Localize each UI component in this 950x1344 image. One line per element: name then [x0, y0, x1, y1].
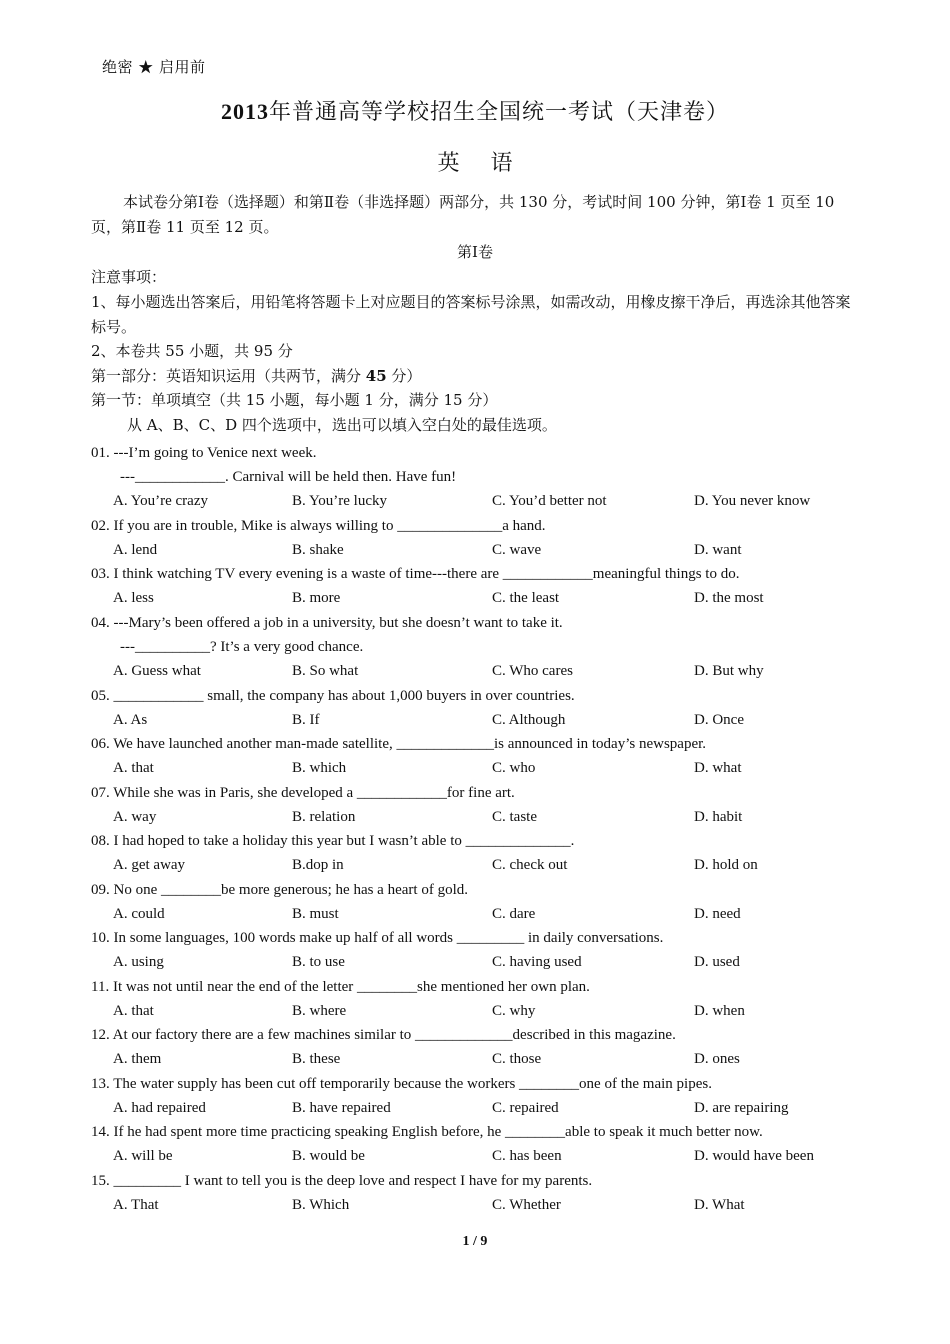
- subject-title: 英 语: [437, 151, 525, 176]
- option-c: C. check out: [492, 857, 568, 873]
- question-stem: 09. No one ________be more generous; he has a heart of gold.: [91, 882, 468, 898]
- question-options: [0, 854, 950, 876]
- question-stem: 06. We have launched another man-made satellite, _____________is announced in today’s newspaper.: [91, 736, 707, 752]
- question-options: [0, 1097, 950, 1119]
- option-a: A. lend: [113, 542, 158, 558]
- option-b: B. more: [292, 590, 341, 606]
- section-instruction: 从 A、B、C、D 四个选项中，选出可以填入空白处的最佳选项。: [127, 416, 557, 434]
- option-c: C. wave: [492, 542, 542, 558]
- question-stem-reply: ---____________. Carnival will be held then. Have fun!: [120, 469, 457, 485]
- option-c: C. having used: [492, 954, 582, 970]
- part1-heading: [91, 365, 421, 387]
- question-options: [0, 951, 950, 973]
- question-stem: 04. ---Mary’s been offered a job in a university, but she doesn’t want to take it.: [91, 615, 563, 631]
- option-c: C. has been: [492, 1148, 562, 1164]
- option-d: D. are repairing: [694, 1100, 789, 1116]
- question-options: [0, 1194, 950, 1216]
- part1-suffix: 分）: [386, 367, 422, 385]
- exam-title-text: 年普通高等学校招生全国统一考试（天津卷）: [268, 100, 729, 125]
- option-c: C. Whether: [492, 1197, 561, 1213]
- option-c: C. You’d better not: [492, 493, 607, 509]
- option-a: A. That: [113, 1197, 159, 1213]
- option-b: B. shake: [292, 542, 344, 558]
- question-options: [0, 660, 950, 682]
- option-d: D. the most: [694, 590, 764, 606]
- option-d: D. habit: [694, 809, 743, 825]
- option-d: D. Once: [694, 712, 744, 728]
- option-c: C. why: [492, 1003, 536, 1019]
- question-options: [0, 1145, 950, 1167]
- option-a: A. You’re crazy: [113, 493, 208, 509]
- notes-heading: 注意事项：: [91, 268, 167, 286]
- question-stem: 02. If you are in trouble, Mike is always willing to ______________a hand.: [91, 518, 546, 534]
- option-a: A. less: [113, 590, 154, 606]
- option-d: D. when: [694, 1003, 745, 1019]
- option-b: B. which: [292, 760, 347, 776]
- part1-prefix: 第一部分：英语知识运用（共两节，满分: [91, 367, 366, 385]
- option-b: B.dop in: [292, 857, 344, 873]
- question-options: [0, 490, 950, 512]
- option-a: A. way: [113, 809, 157, 825]
- option-c: C. Although: [492, 712, 566, 728]
- part-label: 第Ⅰ卷: [457, 243, 493, 261]
- question-options: [0, 587, 950, 609]
- option-b: B. where: [292, 1003, 347, 1019]
- question-stem: 01. ---I’m going to Venice next week.: [91, 445, 317, 461]
- notes-item-2: 2、本卷共 55 小题，共 95 分: [91, 342, 293, 360]
- question-options: [0, 757, 950, 779]
- option-a: A. As: [113, 712, 148, 728]
- exam-title-year: 2013: [220, 99, 269, 124]
- option-c: C. repaired: [492, 1100, 559, 1116]
- option-d: D. want: [694, 542, 742, 558]
- option-b: B. have repaired: [292, 1100, 391, 1116]
- option-b: B. would be: [292, 1148, 365, 1164]
- option-b: B. these: [292, 1051, 341, 1067]
- option-d: D. You never know: [694, 493, 811, 509]
- option-b: B. relation: [292, 809, 356, 825]
- option-b: B. So what: [292, 663, 359, 679]
- option-b: B. You’re lucky: [292, 493, 388, 509]
- option-b: B. If: [292, 712, 320, 728]
- option-a: A. Guess what: [113, 663, 201, 679]
- question-options: [0, 903, 950, 925]
- option-d: D. what: [694, 760, 742, 776]
- option-c: C. Who cares: [492, 663, 573, 679]
- page-number: 1 / 9: [462, 1234, 488, 1249]
- question-stem: 08. I had hoped to take a holiday this year but I wasn’t able to ______________.: [91, 833, 575, 849]
- option-c: C. who: [492, 760, 536, 776]
- option-a: A. them: [113, 1051, 162, 1067]
- option-d: D. But why: [694, 663, 764, 679]
- question-stem: 10. In some languages, 100 words make up half of all words _________ in daily conversations.: [91, 930, 664, 946]
- option-c: C. the least: [492, 590, 560, 606]
- question-stem: 14. If he had spent more time practicing speaking English before, he ________able to speak it much better now.: [91, 1124, 763, 1140]
- question-stem: 11. It was not until near the end of the letter ________she mentioned her own plan.: [91, 979, 590, 995]
- section1-heading: 第一节：单项填空（共 15 小题，每小题 1 分，满分 15 分）: [91, 391, 498, 409]
- part1-score: 45: [365, 367, 387, 385]
- notes-item-1: 1、每小题选出答案后，用铅笔将答题卡上对应题目的答案标号涂黑，如需改动，用橡皮擦干净后，再选涂其他答案标号。: [91, 293, 851, 336]
- question-stem-reply: ---__________? It’s a very good chance.: [120, 639, 364, 655]
- option-a: A. had repaired: [113, 1100, 206, 1116]
- option-c: C. those: [492, 1051, 542, 1067]
- question-options: [0, 806, 950, 828]
- option-b: B. must: [292, 906, 339, 922]
- question-stem: 13. The water supply has been cut off temporarily because the workers ________one of the main pipes.: [91, 1076, 712, 1092]
- question-stem: 07. While she was in Paris, she developed a ____________for fine art.: [91, 785, 515, 801]
- exam-title: [0, 95, 950, 126]
- option-a: A. that: [113, 1003, 154, 1019]
- option-b: B. to use: [292, 954, 345, 970]
- option-b: B. Which: [292, 1197, 350, 1213]
- question-options: [0, 1000, 950, 1022]
- option-a: A. get away: [113, 857, 186, 873]
- confidential-mark: 绝密 ★ 启用前: [102, 58, 206, 76]
- option-d: D. need: [694, 906, 741, 922]
- question-stem: 12. At our factory there are a few machines similar to _____________described in this magazine.: [91, 1027, 676, 1043]
- option-d: D. ones: [694, 1051, 740, 1067]
- exam-intro: 本试卷分第Ⅰ卷（选择题）和第Ⅱ卷（非选择题）两部分，共 130 分，考试时间 100 分钟，第Ⅰ卷 1 页至 10 页，第Ⅱ卷 11 页至 12 页。: [91, 193, 835, 236]
- option-d: D. would have been: [694, 1148, 814, 1164]
- option-a: A. will be: [113, 1148, 173, 1164]
- option-d: D. used: [694, 954, 740, 970]
- question-stem: 03. I think watching TV every evening is a waste of time---there are ____________meaningful things to do.: [91, 566, 740, 582]
- option-d: D. What: [694, 1197, 745, 1213]
- question-stem: 15. _________ I want to tell you is the deep love and respect I have for my parents.: [91, 1173, 593, 1189]
- option-a: A. could: [113, 906, 165, 922]
- option-a: A. that: [113, 760, 154, 776]
- question-stem: 05. ____________ small, the company has about 1,000 buyers in over countries.: [91, 688, 575, 704]
- option-c: C. dare: [492, 906, 536, 922]
- question-options: [0, 539, 950, 561]
- question-options: [0, 1048, 950, 1070]
- question-options: [0, 709, 950, 731]
- option-c: C. taste: [492, 809, 537, 825]
- option-a: A. using: [113, 954, 164, 970]
- option-d: D. hold on: [694, 857, 758, 873]
